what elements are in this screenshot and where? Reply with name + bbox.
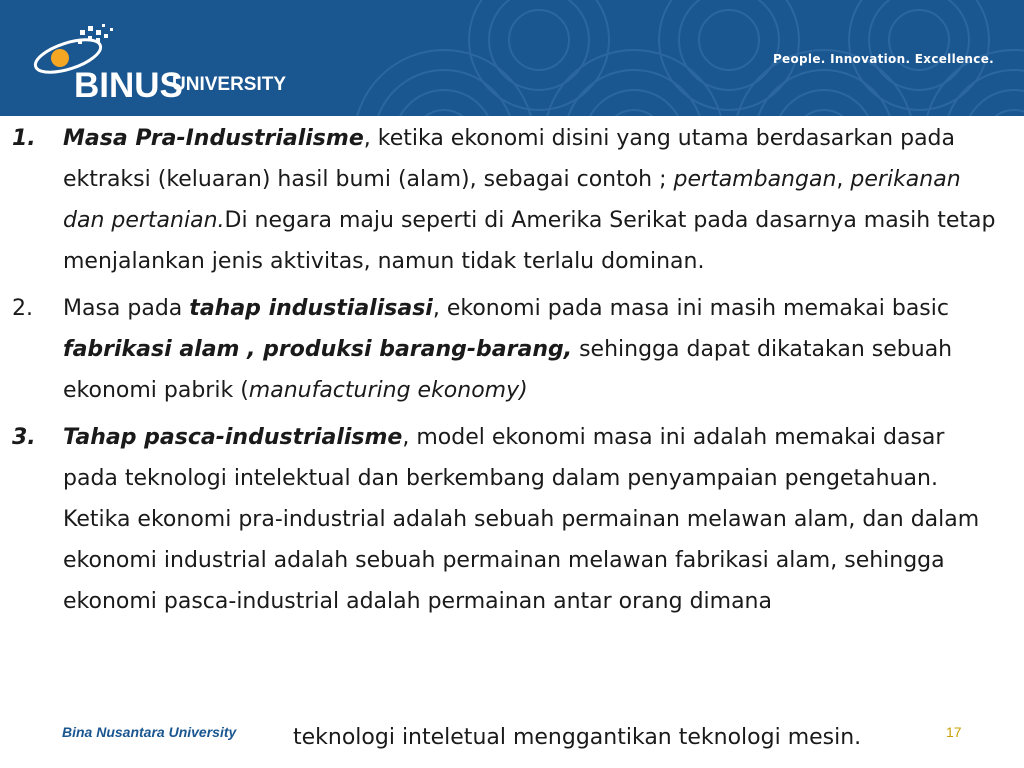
list-item-text (63, 417, 1003, 622)
list-item (0, 118, 1024, 282)
binus-logo (30, 18, 300, 106)
logo-university-text: UNIVERSITY (172, 74, 287, 95)
page-number: 17 (946, 724, 962, 740)
text-span: , model ekonomi masa ini adalah memakai dasar pada teknologi intelektual dan berkembang dalam penyampaian pengetahuan. Ketika ekonomi pra-industrial adalah sebuah permainan melawan alam, dan dalam ekonomi industrial adalah sebuah permainan melawan fabrikasi alam, sehingga ekonomi pasca-industrial adalah permainan antar orang dimana (63, 425, 980, 614)
logo-binus-text: BINUS (74, 66, 183, 105)
list-item-text (63, 118, 1003, 282)
list-item-text (63, 288, 1003, 411)
item-title: Tahap pasca-industrialisme (63, 425, 403, 450)
text-span: fabrikasi alam , produksi barang-barang, (63, 337, 573, 362)
text-span: Di negara maju seperti di Amerika Serikat pada dasarnya masih tetap menjalankan jenis aktivitas, namun tidak terlalu dominan. (63, 208, 996, 274)
list-number: 3. (12, 425, 36, 450)
text-span: Masa pada (63, 296, 190, 321)
text-span: pertambangan (673, 167, 837, 192)
list-item (0, 288, 1024, 411)
list-item (0, 417, 1024, 622)
footer-institution: Bina Nusantara University (62, 724, 237, 740)
text-span: manufacturing ekonomy) (248, 378, 528, 403)
list-number: 1. (12, 126, 36, 151)
tagline: People. Innovation. Excellence. (772, 52, 994, 66)
text-span: sehingga dapat dikatakan sebuah ekonomi pabrik ( (63, 337, 953, 403)
text-span: , ketika ekonomi disini yang utama berdasarkan pada ektraksi (keluaran) hasil bumi (alam), sebagai contoh ; (63, 126, 955, 192)
slide-body (0, 118, 1024, 622)
item-title: Masa Pra-Industrialisme (63, 126, 364, 151)
text-span: tahap industialisasi (189, 296, 433, 321)
text-span: , (836, 167, 851, 192)
overflow-last-line: teknologi inteletual menggantikan teknologi mesin. (293, 725, 862, 750)
list-number: 2. (12, 296, 33, 321)
text-span: perikanan dan pertanian. (63, 167, 961, 233)
text-span: , ekonomi pada masa ini masih memakai basic (432, 296, 949, 321)
slide-header (0, 0, 1024, 116)
